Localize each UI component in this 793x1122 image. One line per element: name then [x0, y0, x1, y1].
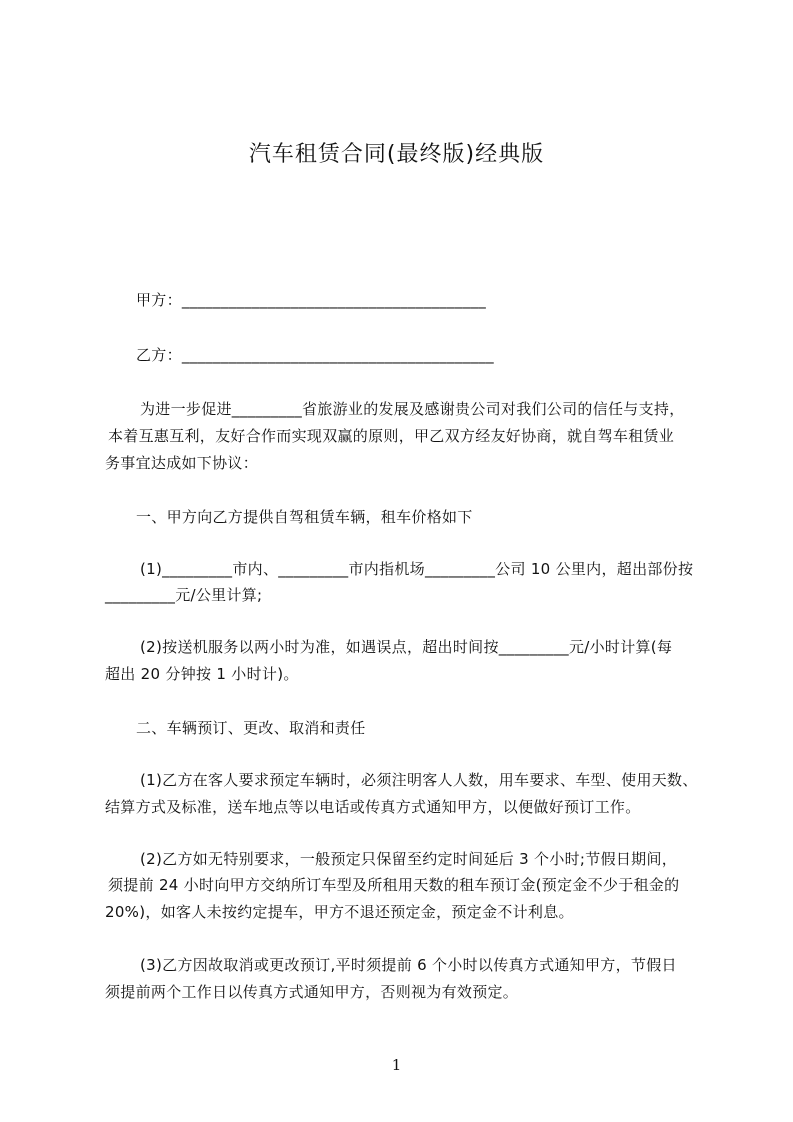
- section2-item1-line1: (1)乙方在客人要求预定车辆时，必须注明客人人数，用车要求、车型、使用天数、: [140, 771, 698, 789]
- section2-item3-line1: (3)乙方因故取消或更改预订,平时须提前 6 个小时以传真方式通知甲方，节假日: [140, 956, 677, 974]
- section1-heading: 一、甲方向乙方提供自驾租赁车辆，租车价格如下: [136, 508, 473, 526]
- intro-line-1: 为进一步促进_________省旅游业的发展及感谢贵公司对我们公司的信任与支持，: [140, 400, 685, 418]
- section2-item1-line2: 结算方式及标准，送车地点等以电话或传真方式通知甲方，以便做好预订工作。: [105, 798, 641, 816]
- page-number: 1: [391, 1056, 402, 1074]
- section1-item1-line2: _________元/公里计算;: [105, 586, 263, 604]
- section1-item2-line1: (2)按送机服务以两小时为准，如遇误点，超出时间按_________元/小时计算(每: [140, 638, 673, 656]
- intro-line-2: 本着互惠互利，友好合作而实现双赢的原则，甲乙双方经友好协商，就自驾车租赁业: [108, 427, 675, 445]
- section2-heading: 二、车辆预订、更改、取消和责任: [136, 719, 366, 737]
- party-a-line: 甲方：_______________________________________: [136, 291, 487, 309]
- section2-item3-line2: 须提前两个工作日以传真方式通知甲方，否则视为有效预定。: [105, 983, 519, 1001]
- section1-item1-line1: (1)_________市内、_________市内指机场_________公司 10 公里内，超出部份按: [140, 560, 694, 578]
- document-title: 汽车租赁合同(最终版)经典版: [248, 142, 545, 167]
- section2-item2-line1: (2)乙方如无特别要求，一般预定只保留至约定时间延后 3 个小时;节假日期间，: [140, 850, 678, 868]
- intro-line-3: 务事宜达成如下协议：: [105, 454, 259, 472]
- section2-item2-line3: 20%)，如客人未按约定提车，甲方不退还预定金，预定金不计利息。: [105, 903, 574, 921]
- party-b-line: 乙方：________________________________________: [136, 346, 494, 364]
- section1-item2-line2: 超出 20 分钟按 1 小时计)。: [105, 665, 299, 683]
- section2-item2-line2: 须提前 24 小时向甲方交纳所订车型及所租用天数的租车预订金(预定金不少于租金的: [108, 876, 680, 894]
